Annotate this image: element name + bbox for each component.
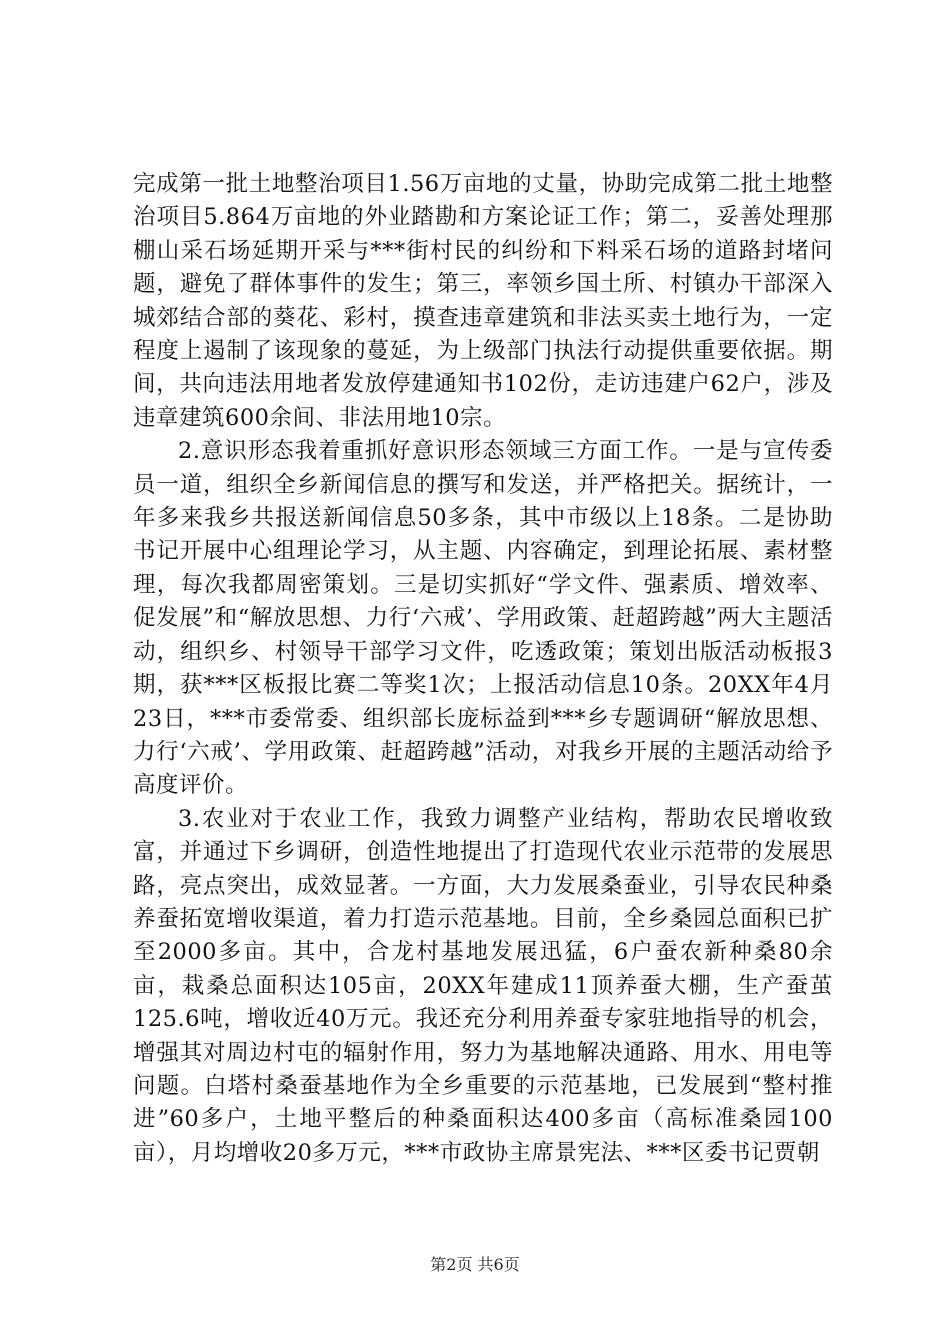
paragraph-land: 完成第一批土地整治项目1.56万亩地的丈量，协助完成第二批土地整治项目5.864万亩地的外业踏勘和方案论证工作；第二，妥善处理那棚山采石场延期开采与***街村民的纠纷和下料采石场的道路封堵问题，避免了群体事件的发生；第三，率领乡国土所、村镇办干部深入城郊结合部的葵花、彩村，摸查违章建筑和非法买卖土地行为，一定程度上遏制了该现象的蔓延，为上级部门执法行动提供重要依据。期间，共向违法用地者发放停建通知书102份，走访违建户62户，涉及违章建筑600余间、非法用地10宗。 bbox=[133, 171, 833, 431]
page-footer: 第2页 共6页 bbox=[430, 1255, 520, 1274]
paragraph-ideology: 2.意识形态我着重抓好意识形态领域三方面工作。一是与宣传委员一道，组织全乡新闻信息的撰写和发送，并严格把关。据统计，一年多来我乡共报送新闻信息50多条，其中市级以上18条。二是协助书记开展中心组理论学习，从主题、内容确定，到理论拓展、素材整理，每次我都周密策划。三是切实抓好“学文件、强素质、增效率、促发展”和“解放思想、力行‘六戒’、学用政策、赶超跨越”两大主题活动，组织乡、村领导干部学习文件，吃透政策；策划出版活动板报3期，获***区板报比赛二等奖1次；上报活动信息10条。20XX年4月23日，***市委常委、组织部长庞标益到***乡专题调研“解放思想、力行‘六戒’、学用政策、赶超跨越”活动，对我乡开展的主题活动给予高度评价。 bbox=[133, 438, 833, 799]
document-body bbox=[133, 168, 833, 1170]
paragraph-agriculture: 3.农业对于农业工作，我致力调整产业结构，帮助农民增收致富，并通过下乡调研，创造性地提出了打造现代农业示范带的发展思路，亮点突出，成效显著。一方面，大力发展桑蚕业，引导农民种桑养蚕拓宽增收渠道，着力打造示范基地。目前，全乡桑园总面积已扩至2000多亩。其中，合龙村基地发展迅猛，6户蚕农新种桑80余亩，栽桑总面积达105亩，20XX年建成11顶养蚕大棚，生产蚕茧125.6吨，增收近40万元。我还充分利用养蚕专家驻地指导的机会，增强其对周边村屯的辐射作用，努力为基地解决通路、用水、用电等问题。白塔村桑蚕基地作为全乡重要的示范基地，已发展到“整村推进”60多户，土地平整后的种桑面积达400多亩（高标准桑园100亩），月均增收20多万元，***市政协主席景宪法、***区委书记贾朝 bbox=[133, 805, 833, 1166]
